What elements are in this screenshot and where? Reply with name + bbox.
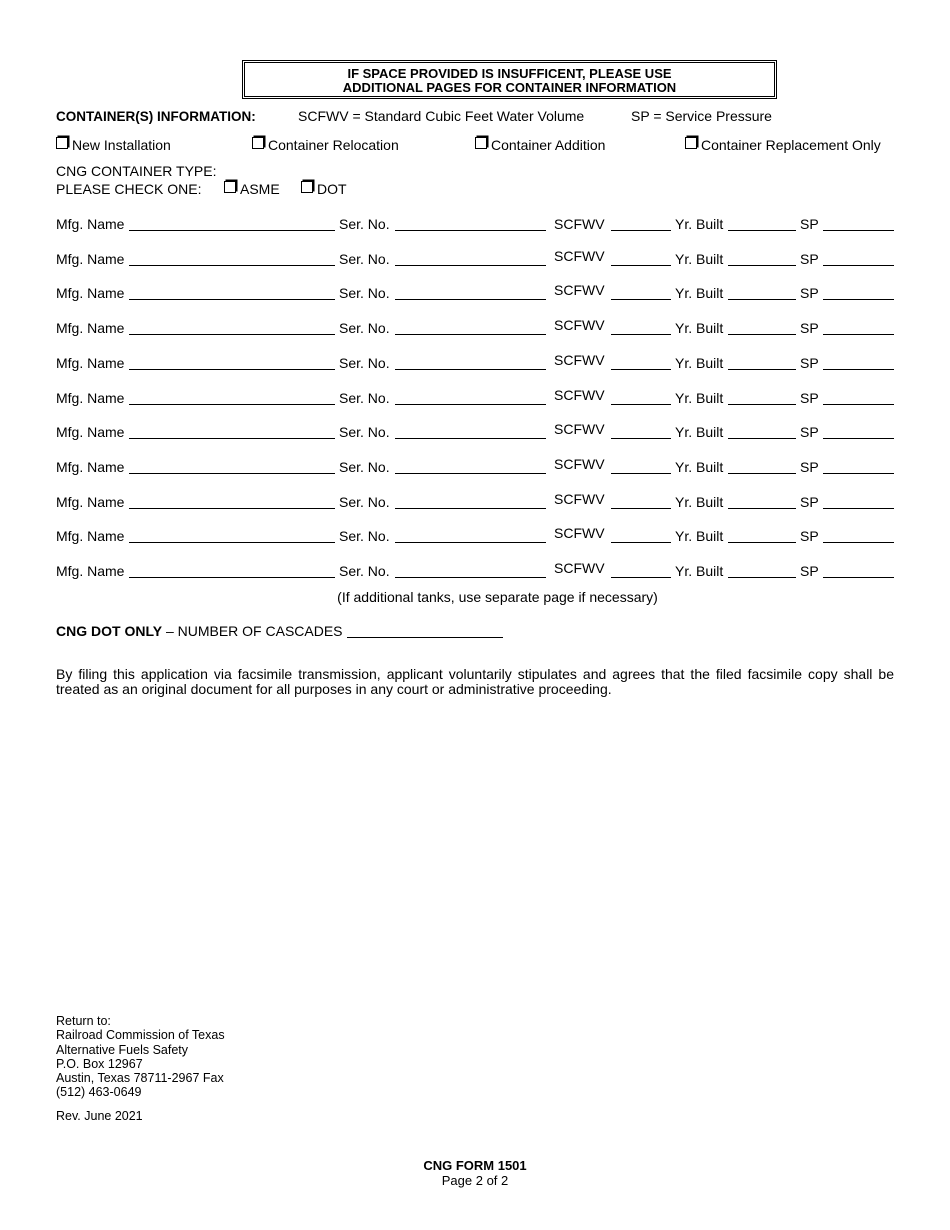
service-pressure-label: SP <box>800 285 819 302</box>
mfg-name-field[interactable] <box>129 577 335 578</box>
serial-number-label: Ser. No. <box>339 563 390 579</box>
serial-number-field[interactable] <box>395 473 546 474</box>
mfg-name-label: Mfg. Name <box>56 389 125 406</box>
year-built-field[interactable] <box>728 542 796 543</box>
service-pressure-field[interactable] <box>823 542 894 543</box>
serial-number-field[interactable] <box>395 265 546 266</box>
year-built-label: Yr. Built <box>675 354 724 371</box>
container-relocation-option[interactable] <box>252 137 399 153</box>
number-of-cascades-label: – NUMBER OF CASCADES <box>165 623 343 639</box>
checkbox-icon[interactable] <box>56 137 68 149</box>
year-built-label: Yr. Built <box>675 389 724 406</box>
scfwv-label: SCFWV <box>554 351 605 368</box>
scfwv-label: SCFWV <box>554 560 605 576</box>
mfg-name-field[interactable] <box>129 265 335 266</box>
scfwv-field[interactable] <box>611 542 671 543</box>
cng-dot-only: CNG DOT ONLY <box>56 623 163 639</box>
year-built-field[interactable] <box>728 265 796 266</box>
new-installation-label: New Installation <box>72 137 171 153</box>
container-info-heading: CONTAINER(S) INFORMATION: <box>56 109 256 124</box>
year-built-label: Yr. Built <box>675 458 724 475</box>
year-built-label: Yr. Built <box>675 528 724 545</box>
sp-definition: SP = Service Pressure <box>631 108 772 124</box>
agency-name: Railroad Commission of Texas <box>56 1028 225 1043</box>
service-pressure-field[interactable] <box>823 369 894 370</box>
container-type-label: CNG CONTAINER TYPE: <box>56 163 217 179</box>
serial-number-field[interactable] <box>395 299 546 300</box>
container-addition-option[interactable] <box>475 137 605 153</box>
scfwv-label: SCFWV <box>554 386 605 403</box>
serial-number-field[interactable] <box>395 230 546 231</box>
service-pressure-label: SP <box>800 458 819 475</box>
year-built-label: Yr. Built <box>675 493 724 510</box>
banner-line-2: ADDITIONAL PAGES FOR CONTAINER INFORMATION <box>342 80 677 95</box>
year-built-field[interactable] <box>728 230 796 231</box>
serial-number-label: Ser. No. <box>339 250 390 267</box>
scfwv-label: SCFWV <box>554 216 605 232</box>
mfg-name-label: Mfg. Name <box>56 354 125 371</box>
service-pressure-field[interactable] <box>823 438 894 439</box>
serial-number-label: Ser. No. <box>339 458 390 475</box>
year-built-label: Yr. Built <box>675 424 724 441</box>
serial-number-field[interactable] <box>395 508 546 509</box>
year-built-label: Yr. Built <box>675 320 724 337</box>
scfwv-field[interactable] <box>611 334 671 335</box>
serial-number-field[interactable] <box>395 438 546 439</box>
scfwv-field[interactable] <box>611 265 671 266</box>
year-built-field[interactable] <box>728 404 796 405</box>
serial-number-label: Ser. No. <box>339 354 390 371</box>
scfwv-label: SCFWV <box>554 455 605 472</box>
scfwv-label: SCFWV <box>554 247 605 264</box>
service-pressure-label: SP <box>800 528 819 545</box>
mfg-name-label: Mfg. Name <box>56 216 125 232</box>
scfwv-field[interactable] <box>611 404 671 405</box>
mfg-name-field[interactable] <box>129 473 335 474</box>
mfg-name-field[interactable] <box>129 438 335 439</box>
mfg-name-field[interactable] <box>129 404 335 405</box>
checkbox-icon[interactable] <box>301 181 313 193</box>
scfwv-field[interactable] <box>611 369 671 370</box>
service-pressure-label: SP <box>800 389 819 406</box>
year-built-label: Yr. Built <box>675 216 724 232</box>
mfg-name-label: Mfg. Name <box>56 493 125 510</box>
scfwv-field[interactable] <box>611 473 671 474</box>
service-pressure-label: SP <box>800 250 819 267</box>
department-name: Alternative Fuels Safety <box>56 1042 189 1057</box>
year-built-field[interactable] <box>728 577 796 578</box>
city-state-zip: Austin, Texas 78711-2967 Fax <box>56 1071 224 1086</box>
banner-line-1: IF SPACE PROVIDED IS INSUFFICENT, PLEASE USE <box>347 66 672 81</box>
scfwv-field[interactable] <box>611 577 671 578</box>
service-pressure-label: SP <box>800 320 819 337</box>
fax-statement: By filing this application via facsimile transmission, applicant voluntarily stipulates and agrees that the filed facsimile copy shall be treated as an original document for all purposes in any court or administrative proceeding. <box>56 666 894 697</box>
service-pressure-field[interactable] <box>823 334 894 335</box>
scfwv-field[interactable] <box>611 438 671 439</box>
mfg-name-field[interactable] <box>129 230 335 231</box>
serial-number-label: Ser. No. <box>339 528 390 545</box>
year-built-label: Yr. Built <box>675 563 724 579</box>
scfwv-label: SCFWV <box>554 490 605 507</box>
cascades-field[interactable] <box>347 637 503 638</box>
service-pressure-label: SP <box>800 354 819 371</box>
mfg-name-label: Mfg. Name <box>56 285 125 302</box>
serial-number-label: Ser. No. <box>339 285 390 302</box>
return-address <box>56 1014 225 1100</box>
checkbox-icon[interactable] <box>475 137 487 149</box>
scfwv-label: SCFWV <box>554 421 605 438</box>
revision-date: Rev. June 2021 <box>56 1109 143 1123</box>
page-number: Page 2 of 2 <box>441 1173 509 1188</box>
mfg-name-label: Mfg. Name <box>56 458 125 475</box>
service-pressure-field[interactable] <box>823 508 894 509</box>
scfwv-field[interactable] <box>611 508 671 509</box>
year-built-label: Yr. Built <box>675 285 724 302</box>
return-to-label: Return to: <box>56 1014 111 1028</box>
serial-number-label: Ser. No. <box>339 424 390 441</box>
service-pressure-label: SP <box>800 424 819 441</box>
mfg-name-field[interactable] <box>129 369 335 370</box>
scfwv-field[interactable] <box>611 299 671 300</box>
scfwv-definition: SCFWV = Standard Cubic Feet Water Volume <box>298 108 585 124</box>
serial-number-label: Ser. No. <box>339 320 390 337</box>
serial-number-field[interactable] <box>395 404 546 405</box>
asme-option[interactable] <box>224 181 280 197</box>
serial-number-label: Ser. No. <box>339 216 390 232</box>
year-built-field[interactable] <box>728 473 796 474</box>
year-built-field[interactable] <box>728 438 796 439</box>
service-pressure-label: SP <box>800 563 819 579</box>
mfg-name-label: Mfg. Name <box>56 528 125 545</box>
dot-option[interactable] <box>301 181 347 197</box>
service-pressure-field[interactable] <box>823 473 894 474</box>
serial-number-field[interactable] <box>395 369 546 370</box>
serial-number-field[interactable] <box>395 334 546 335</box>
insufficient-space-banner <box>242 60 777 99</box>
year-built-field[interactable] <box>728 299 796 300</box>
mfg-name-label: Mfg. Name <box>56 563 125 579</box>
mfg-name-label: Mfg. Name <box>56 320 125 337</box>
year-built-field[interactable] <box>728 369 796 370</box>
mfg-name-field[interactable] <box>129 334 335 335</box>
mfg-name-field[interactable] <box>129 508 335 509</box>
service-pressure-field[interactable] <box>823 230 894 231</box>
checkbox-icon[interactable] <box>224 181 236 193</box>
service-pressure-label: SP <box>800 493 819 510</box>
mfg-name-label: Mfg. Name <box>56 250 125 267</box>
service-pressure-field[interactable] <box>823 577 894 578</box>
scfwv-label: SCFWV <box>554 282 605 299</box>
serial-number-label: Ser. No. <box>339 493 390 510</box>
dot-label: DOT <box>317 181 347 197</box>
checkbox-icon[interactable] <box>685 137 697 149</box>
year-built-field[interactable] <box>728 508 796 509</box>
serial-number-field[interactable] <box>395 577 546 578</box>
service-pressure-label: SP <box>800 216 819 232</box>
year-built-label: Yr. Built <box>675 250 724 267</box>
new-installation-option[interactable] <box>56 137 171 153</box>
cascades-label <box>56 623 343 639</box>
container-addition-label: Container Addition <box>491 137 606 153</box>
please-check-one-label: PLEASE CHECK ONE: <box>56 181 202 197</box>
form-number: CNG FORM 1501 <box>423 1158 527 1173</box>
asme-label: ASME <box>240 181 280 197</box>
service-pressure-field[interactable] <box>823 299 894 300</box>
mfg-name-field[interactable] <box>129 299 335 300</box>
mfg-name-label: Mfg. Name <box>56 424 125 441</box>
scfwv-label: SCFWV <box>554 525 605 542</box>
container-replacement-label: Container Replacement Only <box>701 137 881 153</box>
po-box: P.O. Box 12967 <box>56 1056 143 1071</box>
additional-tanks-note: (If additional tanks, use separate page if necessary) <box>337 589 658 605</box>
service-pressure-field[interactable] <box>823 404 894 405</box>
container-relocation-label: Container Relocation <box>268 137 399 153</box>
scfwv-field[interactable] <box>611 230 671 231</box>
serial-number-label: Ser. No. <box>339 389 390 406</box>
checkbox-icon[interactable] <box>252 137 264 149</box>
fax-number: (512) 463-0649 <box>56 1085 142 1100</box>
mfg-name-field[interactable] <box>129 542 335 543</box>
serial-number-field[interactable] <box>395 542 546 543</box>
service-pressure-field[interactable] <box>823 265 894 266</box>
scfwv-label: SCFWV <box>554 317 605 334</box>
container-replacement-option[interactable] <box>685 137 881 153</box>
year-built-field[interactable] <box>728 334 796 335</box>
